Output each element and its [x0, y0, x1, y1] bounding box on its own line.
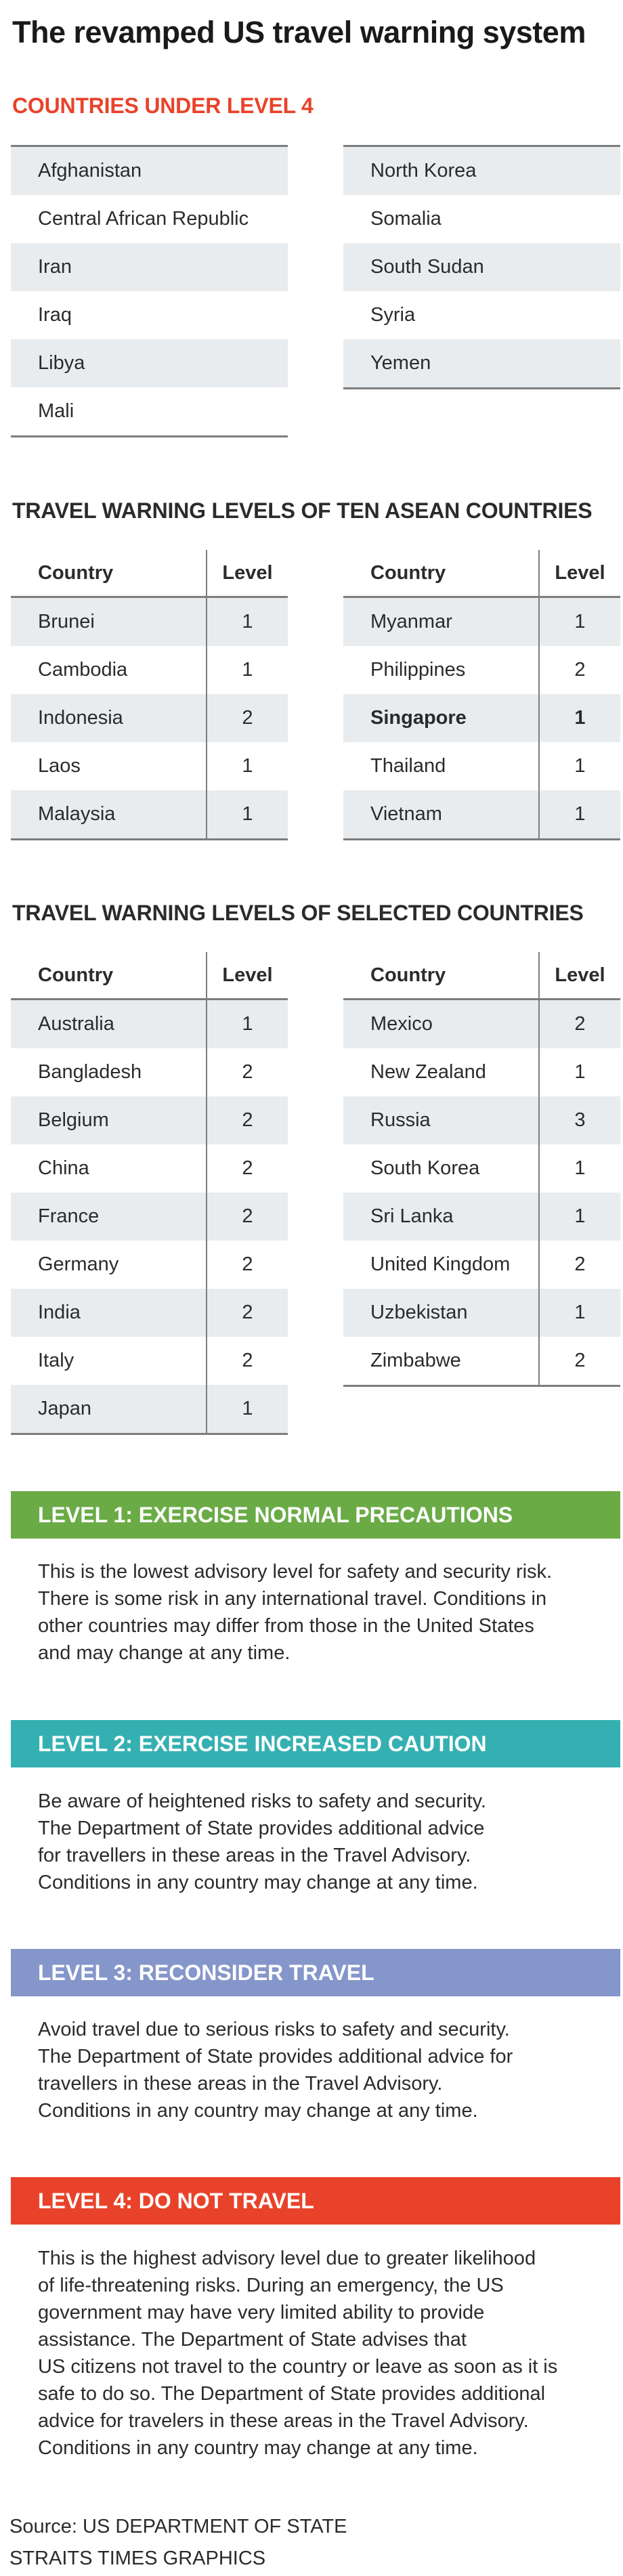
table-row: Russia 3: [343, 1096, 620, 1144]
table-row: South Korea 1: [343, 1144, 620, 1193]
table-row: France 2: [11, 1193, 288, 1241]
list-item: Afghanistan: [11, 147, 288, 195]
level3-description: Avoid travel due to serious risks to safety and security. The Department of State provides additional advice for travellers in these areas in the Travel Advisory. Conditions in any country may change at any time.: [38, 2019, 513, 2122]
table-row: India 2: [11, 1289, 288, 1337]
list-item: Syria: [370, 304, 416, 326]
list-item: Yemen: [343, 339, 620, 387]
table-header: Country Level: [11, 550, 288, 598]
list-item: Central African Republic: [38, 208, 249, 230]
selected-heading: TRAVEL WARNING LEVELS OF SELECTED COUNTRIES: [12, 901, 584, 925]
table-row: Zimbabwe 2: [343, 1337, 620, 1385]
table-row: United Kingdom 2: [343, 1241, 620, 1289]
list-item: South Sudan: [343, 243, 620, 291]
level4-heading: COUNTRIES UNDER LEVEL 4: [12, 93, 314, 118]
level2-banner: LEVEL 2: EXERCISE INCREASED CAUTION: [11, 1720, 620, 1767]
list-item: North Korea: [343, 147, 620, 195]
asean-table-right: [343, 550, 620, 840]
level2-description: Be aware of heightened risks to safety and security. The Department of State provides additional advice for travellers in these areas in the Travel Advisory. Conditions in any country may change at any time.: [38, 1790, 486, 1893]
list-item: Somalia: [370, 208, 442, 230]
table-row: Japan 1: [11, 1385, 288, 1433]
table-row: Vietnam 1: [343, 790, 620, 838]
table-row: Germany 2: [11, 1241, 288, 1289]
level4-banner: LEVEL 4: DO NOT TRAVEL: [11, 2177, 620, 2225]
list-item: Iraq: [38, 304, 72, 326]
table-row: Sri Lanka 1: [343, 1193, 620, 1241]
table-row-highlight: Singapore 1: [343, 694, 620, 742]
table-row: Indonesia 2: [11, 694, 288, 742]
table-row: Mexico 2: [343, 1000, 620, 1048]
table-row: Cambodia 1: [11, 646, 288, 694]
list-item: Mali: [38, 400, 74, 422]
table-row: Laos 1: [11, 742, 288, 790]
list-item: Iran: [11, 243, 288, 291]
table-row: China 2: [11, 1144, 288, 1193]
asean-table-left: [11, 550, 288, 840]
level3-banner: LEVEL 3: RECONSIDER TRAVEL: [11, 1949, 620, 1996]
selected-table-right: [343, 952, 620, 1387]
level4-list-right: [343, 145, 620, 389]
table-header: Country Level: [343, 952, 620, 1000]
table-row: Belgium 2: [11, 1096, 288, 1144]
table-row: Italy 2: [11, 1337, 288, 1385]
level4-description: This is the highest advisory level due to greater likelihood of life-threatening risks. During an emergency, the US government may have very limited ability to provide assistance. The Department of State advises that US citizens not travel to the country or leave as soon as it is safe to do so. The Department of State provides additional advice for travelers in these areas in the Travel Advisory. Conditions in any country may change at any time.: [38, 2248, 558, 2459]
asean-heading: TRAVEL WARNING LEVELS OF TEN ASEAN COUNTRIES: [12, 498, 593, 523]
table-row: Philippines 2: [343, 646, 620, 694]
selected-table-left: [11, 952, 288, 1435]
level4-list-left: [11, 145, 288, 437]
table-row: Uzbekistan 1: [343, 1289, 620, 1337]
table-row: Malaysia 1: [11, 790, 288, 838]
table-header: Country Level: [343, 550, 620, 598]
table-row: Brunei 1: [11, 598, 288, 646]
list-item: Libya: [11, 339, 288, 387]
table-row: New Zealand 1: [343, 1048, 620, 1096]
level1-description: This is the lowest advisory level for safety and security risk. There is some risk in any international travel. Conditions in other countries may differ from those in the United States and may change at any time.: [38, 1561, 553, 1664]
source-note: Source: US DEPARTMENT OF STATE: [9, 2516, 347, 2537]
page-title: The revamped US travel warning system: [12, 15, 586, 49]
table-row: Thailand 1: [343, 742, 620, 790]
table-header: Country Level: [11, 952, 288, 1000]
credit-note: STRAITS TIMES GRAPHICS: [9, 2548, 266, 2569]
level1-banner: LEVEL 1: EXERCISE NORMAL PRECAUTIONS: [11, 1491, 620, 1539]
table-row: Myanmar 1: [343, 598, 620, 646]
table-row: Bangladesh 2: [11, 1048, 288, 1096]
table-row: Australia 1: [11, 1000, 288, 1048]
